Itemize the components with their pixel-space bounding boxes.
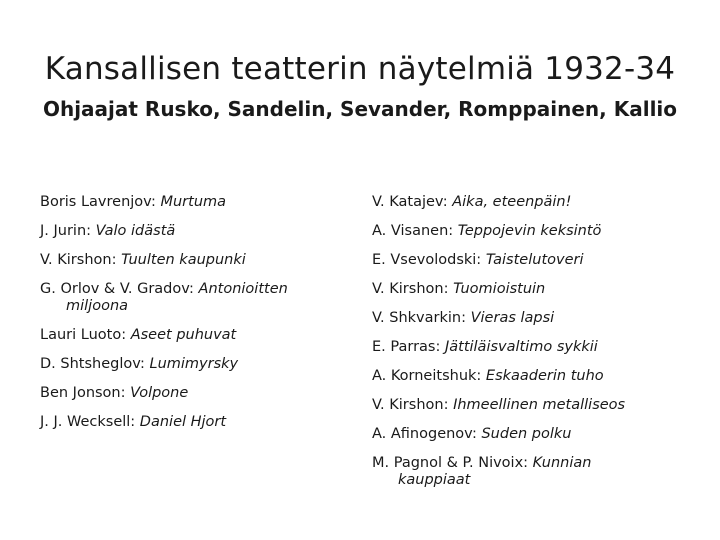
play-title: Taistelutoveri [485, 252, 584, 268]
play-title-continued: kauppiaat [398, 472, 471, 488]
list-item [40, 275, 340, 314]
play-title: Murtuma [160, 194, 227, 210]
author: Ben Jonson: [40, 385, 131, 401]
play-title: Kunnian [532, 455, 592, 471]
play-title: Eskaaderin tuho [485, 368, 604, 384]
play-title: Ihmeellinen metalliseos [453, 397, 626, 413]
left-play-list [40, 188, 340, 437]
play-title: Lumimyrsky [149, 356, 239, 372]
list-item [40, 188, 340, 217]
list-item [40, 217, 340, 246]
list-item [372, 217, 702, 246]
play-title: Aseet puhuvat [130, 327, 237, 343]
author: V. Kirshon: [40, 252, 122, 268]
list-item [372, 188, 702, 217]
list-item [372, 449, 702, 488]
play-title: Tuulten kaupunki [121, 252, 246, 268]
slide-title: Kansallisen teatterin näytelmiä 1932-34 [44, 51, 676, 87]
list-item [40, 379, 340, 408]
play-title: Suden polku [481, 426, 572, 442]
list-item [372, 246, 702, 275]
play-title: Vieras lapsi [470, 310, 555, 326]
list-item [40, 321, 340, 350]
author: V. Kirshon: [372, 397, 454, 413]
list-item [372, 275, 702, 304]
play-title: Antonioitten [198, 281, 288, 297]
play-title: Jättiläisvaltimo sykkii [444, 339, 598, 355]
author: A. Afinogenov: [372, 426, 482, 442]
author: V. Shkvarkin: [372, 310, 471, 326]
right-play-list [372, 188, 702, 495]
author: Boris Lavrenjov: [40, 194, 161, 210]
author: G. Orlov & V. Gradov: [40, 281, 199, 297]
play-title: Teppojevin keksintö [457, 223, 602, 239]
author: V. Kirshon: [372, 281, 454, 297]
list-item [372, 362, 702, 391]
author: J. J. Wecksell: [40, 414, 140, 430]
list-item [40, 246, 340, 275]
author: A. Korneitshuk: [372, 368, 486, 384]
author: M. Pagnol & P. Nivoix: [372, 455, 533, 471]
list-item [372, 304, 702, 333]
list-item [40, 408, 340, 437]
author: E. Parras: [372, 339, 445, 355]
play-title: Daniel Hjort [139, 414, 227, 430]
list-item [372, 420, 702, 449]
list-item [372, 391, 702, 420]
list-item [40, 350, 340, 379]
slide-subtitle: Ohjaajat Rusko, Sandelin, Sevander, Romppainen, Kallio [42, 97, 678, 121]
author: V. Katajev: [372, 194, 453, 210]
list-item [372, 333, 702, 362]
play-title: Volpone [130, 385, 189, 401]
author: J. Jurin: [40, 223, 96, 239]
author: A. Visanen: [372, 223, 458, 239]
play-title: Valo idästä [95, 223, 176, 239]
play-title: Tuomioistuin [453, 281, 546, 297]
play-title-continued: miljoona [66, 298, 129, 314]
author: E. Vsevolodski: [372, 252, 486, 268]
author: D. Shtsheglov: [40, 356, 150, 372]
play-title: Aika, eteenpäin! [452, 194, 572, 210]
author: Lauri Luoto: [40, 327, 131, 343]
